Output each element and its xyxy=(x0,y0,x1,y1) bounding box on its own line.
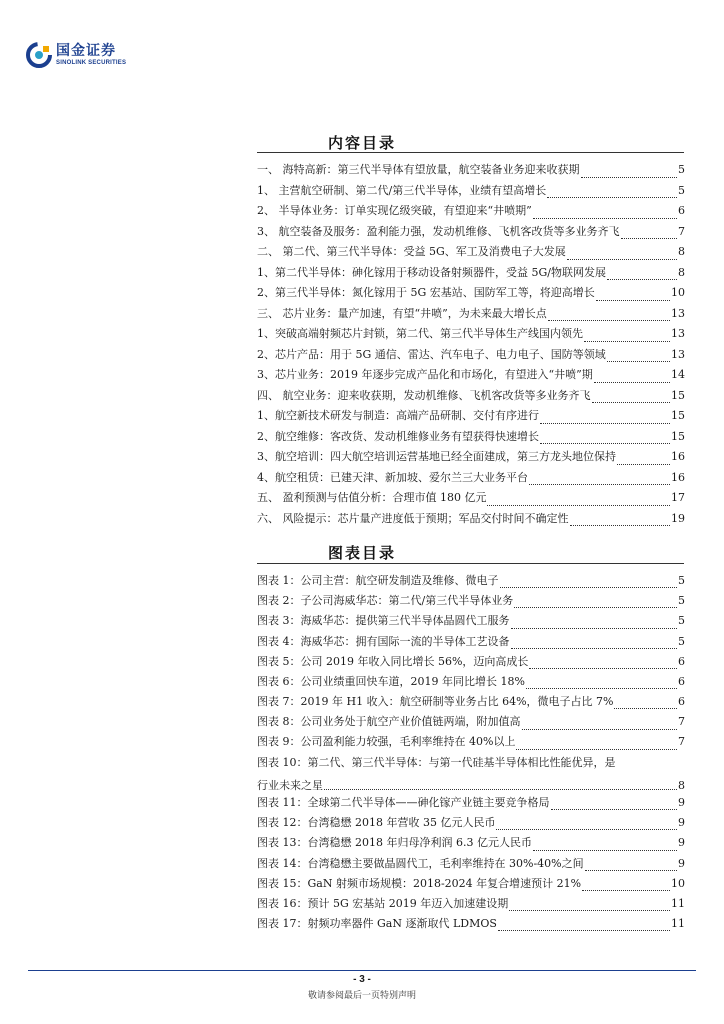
figure-entry-page: 9 xyxy=(678,836,685,850)
disclaimer: 敬请参阅最后一页特别声明 xyxy=(307,991,416,1001)
contents-entry[interactable] xyxy=(257,201,685,222)
dot-leader xyxy=(487,504,670,506)
contents-entry[interactable] xyxy=(257,406,685,427)
dot-leader xyxy=(614,707,677,709)
contents-entry-text: 六、 风险提示：芯片量产进度低于预期；军品交付时间不确定性 xyxy=(257,511,569,525)
contents-entry-text: 3、 航空装备及服务：盈利能力强，发动机维修、飞机客改货等多业务齐飞 xyxy=(257,224,620,238)
contents-entry[interactable] xyxy=(257,447,685,468)
dot-leader xyxy=(584,340,670,342)
contents-entry-page: 13 xyxy=(671,306,685,320)
figure-entry-page: 9 xyxy=(678,816,685,830)
contents-entry-page: 15 xyxy=(671,388,685,402)
figure-entry-text: 图表 4：海威华芯：拥有国际一流的半导体工艺设备 xyxy=(257,634,510,648)
contents-entry-page: 19 xyxy=(671,511,685,525)
figures-list xyxy=(257,571,685,934)
contents-entry-page: 16 xyxy=(671,450,685,463)
brand-name-cn: 国金证券 xyxy=(56,43,116,59)
contents-entry-page: 8 xyxy=(678,245,685,258)
contents-entry-text: 1、突破高端射频芯片封锁，第二代、第三代半导体生产线国内领先 xyxy=(257,327,583,340)
contents-entry-text: 二、 第二代、第三代半导体：受益 5G、军工及消费电子大发展 xyxy=(257,245,566,258)
brand-logo xyxy=(26,42,126,68)
contents-entry[interactable] xyxy=(257,160,685,181)
figure-entry-page: 7 xyxy=(678,735,685,749)
figure-entry[interactable] xyxy=(257,874,685,894)
figure-entry-text: 图表 10：第二代、第三代半导体：与第一代硅基半导体相比性能优异，是 xyxy=(257,755,616,769)
figure-entry[interactable] xyxy=(257,652,685,672)
figure-entry-page: 7 xyxy=(678,715,685,729)
figure-entry[interactable] xyxy=(257,591,685,611)
figure-entry-text: 图表 11：全球第二代半导体——砷化镓产业链主要竞争格局 xyxy=(257,796,550,810)
figures-title-rule xyxy=(257,563,684,564)
contents-entry[interactable] xyxy=(257,324,685,345)
figure-entry[interactable] xyxy=(257,733,685,753)
contents-entry[interactable] xyxy=(257,365,685,386)
figure-entry-page: 8 xyxy=(678,779,685,793)
contents-entry[interactable] xyxy=(257,181,685,202)
dot-leader xyxy=(596,299,670,301)
contents-entry[interactable] xyxy=(257,242,685,263)
contents-entry-text: 四、 航空业务：迎来收获期，发动机维修、飞机客改货等多业务齐飞 xyxy=(257,388,591,402)
dot-leader xyxy=(533,217,677,219)
figure-entry-text: 图表 6：公司业绩重回快车道，2019 年同比增长 18% xyxy=(257,674,525,688)
contents-entry-page: 15 xyxy=(671,429,685,443)
dot-leader xyxy=(324,788,677,790)
figure-entry-page: 6 xyxy=(678,654,685,668)
contents-entry-text: 1、第二代半导体：砷化镓用于移动设备射频器件，受益 5G/物联网发展 xyxy=(257,265,606,279)
figure-entry-text: 图表 1：公司主营：航空研发制造及维修、微电子 xyxy=(257,573,499,587)
contents-entry-text: 3、芯片业务：2019 年逐步完成产品化和市场化，有望进入“井喷”期 xyxy=(257,368,593,381)
figure-entry-page: 5 xyxy=(678,614,685,628)
contents-entry[interactable] xyxy=(257,345,685,366)
dot-leader xyxy=(498,929,670,931)
contents-entry[interactable] xyxy=(257,386,685,407)
figure-entry-text: 图表 3：海威华芯：提供第三代半导体晶圆代工服务 xyxy=(257,614,510,628)
contents-entry-text: 一、 海特高新：第三代半导体有望放量，航空装备业务迎来收获期 xyxy=(257,163,580,176)
footer-rule xyxy=(28,970,696,971)
dot-leader xyxy=(548,319,670,321)
contents-entry[interactable] xyxy=(257,427,685,448)
figure-entry-page: 11 xyxy=(671,897,685,910)
contents-entry[interactable] xyxy=(257,468,685,489)
contents-entry-page: 15 xyxy=(671,409,685,422)
dot-leader xyxy=(511,647,678,649)
contents-entry-page: 7 xyxy=(678,224,685,238)
figure-entry[interactable] xyxy=(257,813,685,833)
dot-leader xyxy=(617,463,670,465)
figure-entry[interactable] xyxy=(257,672,685,692)
dot-leader xyxy=(540,442,670,444)
contents-entry-text: 五、 盈利预测与估值分析：合理市值 180 亿元 xyxy=(257,491,487,504)
contents-entry-page: 10 xyxy=(671,286,685,299)
figure-entry[interactable] xyxy=(257,712,685,732)
figure-entry-page: 5 xyxy=(678,573,685,587)
contents-entry-page: 13 xyxy=(671,347,685,361)
dot-leader xyxy=(496,828,677,830)
contents-entry-text: 2、芯片产品：用于 5G 通信、雷达、汽车电子、电力电子、国防等领域 xyxy=(257,347,606,361)
figure-entry[interactable] xyxy=(257,571,685,591)
figure-entry[interactable] xyxy=(257,692,685,712)
contents-entry-page: 5 xyxy=(678,183,685,197)
dot-leader xyxy=(621,237,678,239)
figure-entry-text: 图表 7：2019 年 H1 收入：航空研制等业务占比 64%，微电子占比 7% xyxy=(257,695,614,709)
figure-entry[interactable] xyxy=(257,914,685,934)
figure-entry-page: 10 xyxy=(671,876,685,890)
dot-leader xyxy=(585,869,677,871)
contents-entry-text: 2、航空维修：客改货、发动机维修业务有望获得快速增长 xyxy=(257,429,539,443)
figure-entry-text: 图表 12：台湾稳懋 2018 年营收 35 亿元人民币 xyxy=(257,816,496,830)
contents-title: 内容目录 xyxy=(327,134,396,152)
dot-leader xyxy=(514,606,677,608)
contents-entry-text: 1、 主营航空研制、第二代/第三代半导体，业绩有望高增长 xyxy=(257,183,547,197)
figure-entry[interactable] xyxy=(257,793,685,813)
dot-leader xyxy=(607,360,670,362)
contents-entry-text: 4、航空租赁：已建天津、新加坡、爱尔兰三大业务平台 xyxy=(257,470,528,484)
figure-entry-text: 图表 16：预计 5G 宏基站 2019 年迈入加速建设期 xyxy=(257,897,509,910)
contents-entry[interactable] xyxy=(257,304,685,325)
figure-entry[interactable] xyxy=(257,632,685,652)
figure-entry[interactable] xyxy=(257,894,685,914)
contents-entry[interactable] xyxy=(257,283,685,304)
figure-entry-page: 6 xyxy=(678,674,685,688)
dot-leader xyxy=(516,748,677,750)
contents-entry-page: 6 xyxy=(678,204,685,217)
figure-entry[interactable] xyxy=(257,753,685,793)
figure-entry-page: 9 xyxy=(678,856,685,870)
contents-entry-page: 8 xyxy=(678,265,685,279)
figure-entry-text: 图表 2：子公司海威华芯：第二代/第三代半导体业务 xyxy=(257,594,514,608)
contents-list xyxy=(257,160,685,529)
dot-leader xyxy=(529,483,670,485)
dot-leader xyxy=(567,258,677,260)
page-number: - 3 - xyxy=(353,974,371,985)
figure-entry-text: 图表 17：射频功率器件 GaN 逐渐取代 LDMOS xyxy=(257,917,497,931)
figure-entry[interactable] xyxy=(257,611,685,631)
dot-leader xyxy=(500,586,678,588)
dot-leader xyxy=(509,909,670,911)
contents-entry-text: 三、 芯片业务：量产加速，有望“井喷”，为未来最大增长点 xyxy=(257,306,547,320)
figure-entry[interactable] xyxy=(257,854,685,874)
dot-leader xyxy=(540,422,670,424)
figure-entry-text: 图表 9：公司盈利能力较强，毛利率维持在 40%以上 xyxy=(257,735,516,749)
contents-entry[interactable] xyxy=(257,263,685,284)
figure-entry-text-continued: 行业未来之星 xyxy=(257,779,323,793)
dot-leader xyxy=(526,687,677,689)
dot-leader xyxy=(522,728,678,730)
dot-leader xyxy=(594,381,670,383)
dot-leader xyxy=(529,667,677,669)
figure-entry-page: 11 xyxy=(671,917,685,931)
logo-icon xyxy=(26,42,52,68)
figure-entry-text: 图表 5：公司 2019 年收入同比增长 56%，迈向高成长 xyxy=(257,654,529,668)
contents-entry[interactable] xyxy=(257,222,685,243)
dot-leader xyxy=(547,196,677,198)
figure-entry-text: 图表 8：公司业务处于航空产业价值链两端，附加值高 xyxy=(257,715,521,729)
figure-entry-page: 9 xyxy=(678,796,685,810)
dot-leader xyxy=(551,808,678,810)
figure-entry-text: 图表 15：GaN 射频市场规模：2018-2024 年复合增速预计 21% xyxy=(257,876,582,890)
figure-entry-text: 图表 13：台湾稳懋 2018 年归母净利润 6.3 亿元人民币 xyxy=(257,836,532,850)
figure-entry[interactable] xyxy=(257,833,685,853)
figures-title: 图表目录 xyxy=(327,544,396,562)
contents-entry-text: 2、 半导体业务：订单实现亿级突破，有望迎来“井喷期” xyxy=(257,204,532,217)
brand-name-en: SINOLINK SECURITIES xyxy=(56,60,127,66)
dot-leader xyxy=(581,176,678,178)
figure-entry-page: 5 xyxy=(678,634,685,648)
dot-leader xyxy=(533,849,677,851)
contents-entry-page: 17 xyxy=(671,491,685,504)
contents-entry-page: 14 xyxy=(671,368,685,381)
dot-leader xyxy=(592,401,671,403)
contents-entry-page: 5 xyxy=(678,163,685,176)
dot-leader xyxy=(582,889,670,891)
figure-entry-page: 5 xyxy=(678,594,685,608)
dot-leader xyxy=(511,627,678,629)
contents-entry-text: 3、航空培训：四大航空培训运营基地已经全面建成，第三方龙头地位保持 xyxy=(257,450,616,463)
contents-entry-page: 13 xyxy=(671,327,685,340)
contents-entry[interactable] xyxy=(257,509,685,530)
dot-leader xyxy=(570,524,671,526)
contents-title-rule xyxy=(257,152,684,153)
contents-entry-page: 16 xyxy=(671,470,685,484)
contents-entry[interactable] xyxy=(257,488,685,509)
contents-entry-text: 2、第三代半导体：氮化镓用于 5G 宏基站、国防军工等，将迎高增长 xyxy=(257,286,595,299)
contents-entry-text: 1、航空新技术研发与制造：高端产品研制、交付有序进行 xyxy=(257,409,539,422)
figure-entry-text: 图表 14：台湾稳懋主要做晶圆代工，毛利率维持在 30%-40%之间 xyxy=(257,856,584,870)
dot-leader xyxy=(607,278,677,280)
figure-entry-page: 6 xyxy=(678,695,685,709)
